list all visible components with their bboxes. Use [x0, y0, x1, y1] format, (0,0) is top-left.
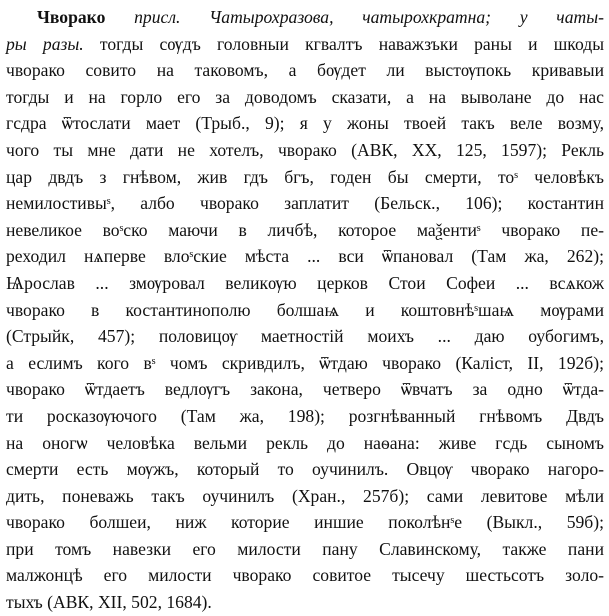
entry-line: чого ты мне дати не хотелъ, чворако (АВК, ХХ, 125, 1597); Рекль	[6, 139, 604, 160]
entry-line: на оногѡ человѣка вельми рекль до наѳана: живе гсдь сыномъ	[6, 432, 604, 453]
entry-line: реходил нѧперве влоˢские мѣста ... вси ѿпановал (Там жа, 262);	[6, 246, 604, 267]
entry-line	[6, 31, 604, 58]
entry-line: при томъ навезки его милости пану Славинскому, также пани	[6, 538, 604, 559]
citation-text: тогды сѹдъ головныи кгвалтъ наважзъки раны и шкоды	[99, 33, 605, 54]
gloss: ры разы.	[6, 33, 84, 54]
entry-line: дить, поневажь такъ оучинилъ (Хран., 257б); сами левитове мѣли	[6, 485, 604, 506]
grammar-label: присл.	[134, 7, 181, 27]
entry-line	[6, 4, 604, 31]
entry-line: чворако в костантинополю болшаѩ и коштовнѣˢшаѩ мѹрами	[6, 299, 604, 320]
entry-line: немилостивыˢ, албо чворако заплатит (Бельск., 106); костантин	[6, 193, 604, 214]
entry-line: невеликое воˢско маючи в личбѣ, которое маѯентиˢ чворако пе-	[6, 219, 604, 240]
entry-line: (Стрыйк, 457); половицѹ маетностій моихъ ... даю оубогимъ,	[6, 326, 604, 347]
dictionary-entry	[6, 4, 604, 616]
entry-line: смерти есть мѹжъ, который то оучинилъ. Овцѹ чворако нагоро-	[6, 459, 604, 480]
entry-line: тыхъ (АВК, XII, 502, 1684).	[6, 592, 212, 613]
entry-line: чворако болшеи, ниж которие иншие поколѣнˢе (Выкл., 59б);	[6, 512, 604, 533]
entry-line: тогды и на горло его за доводомъ сказати, а на выволане до нас	[6, 86, 604, 107]
entry-line: ти росказѹючого (Там жа, 198); розгнѣванный гнѣвомъ Двдъ	[6, 405, 604, 426]
entry-line: а еслимъ кого вˢ чомъ скривдилъ, ѿтдаю чворако (Каліст, II, 192б);	[6, 352, 604, 373]
entry-line: гсдра ѿтослати мает (Трыб., 9); я у жоны твоей такъ веле возму,	[6, 113, 604, 134]
entry-line: цар двдъ з гнѣвом, жив гдъ бгъ, годен бы смерти, тоˢ человѣкъ	[6, 166, 604, 187]
entry-line: чворако совито на таковомъ, а бѹдет ли выстѹпокь кривавыи	[6, 60, 604, 81]
entry-line: чворако ѿтдаетъ ведлѹгъ закона, четверо ѿвчатъ за одно ѿтда-	[6, 379, 604, 400]
headword: Чворако	[37, 7, 106, 27]
entry-line: малжонцѣ его милости чворако совитое тысечу шестьсотъ золо-	[6, 565, 604, 586]
entry-line: Ѩрослав ... змѹровал великѹю церков Стои Софеи ... всѧкож	[6, 272, 604, 293]
gloss: Чатырохразова, чатырохкратна; у чаты-	[209, 7, 604, 27]
